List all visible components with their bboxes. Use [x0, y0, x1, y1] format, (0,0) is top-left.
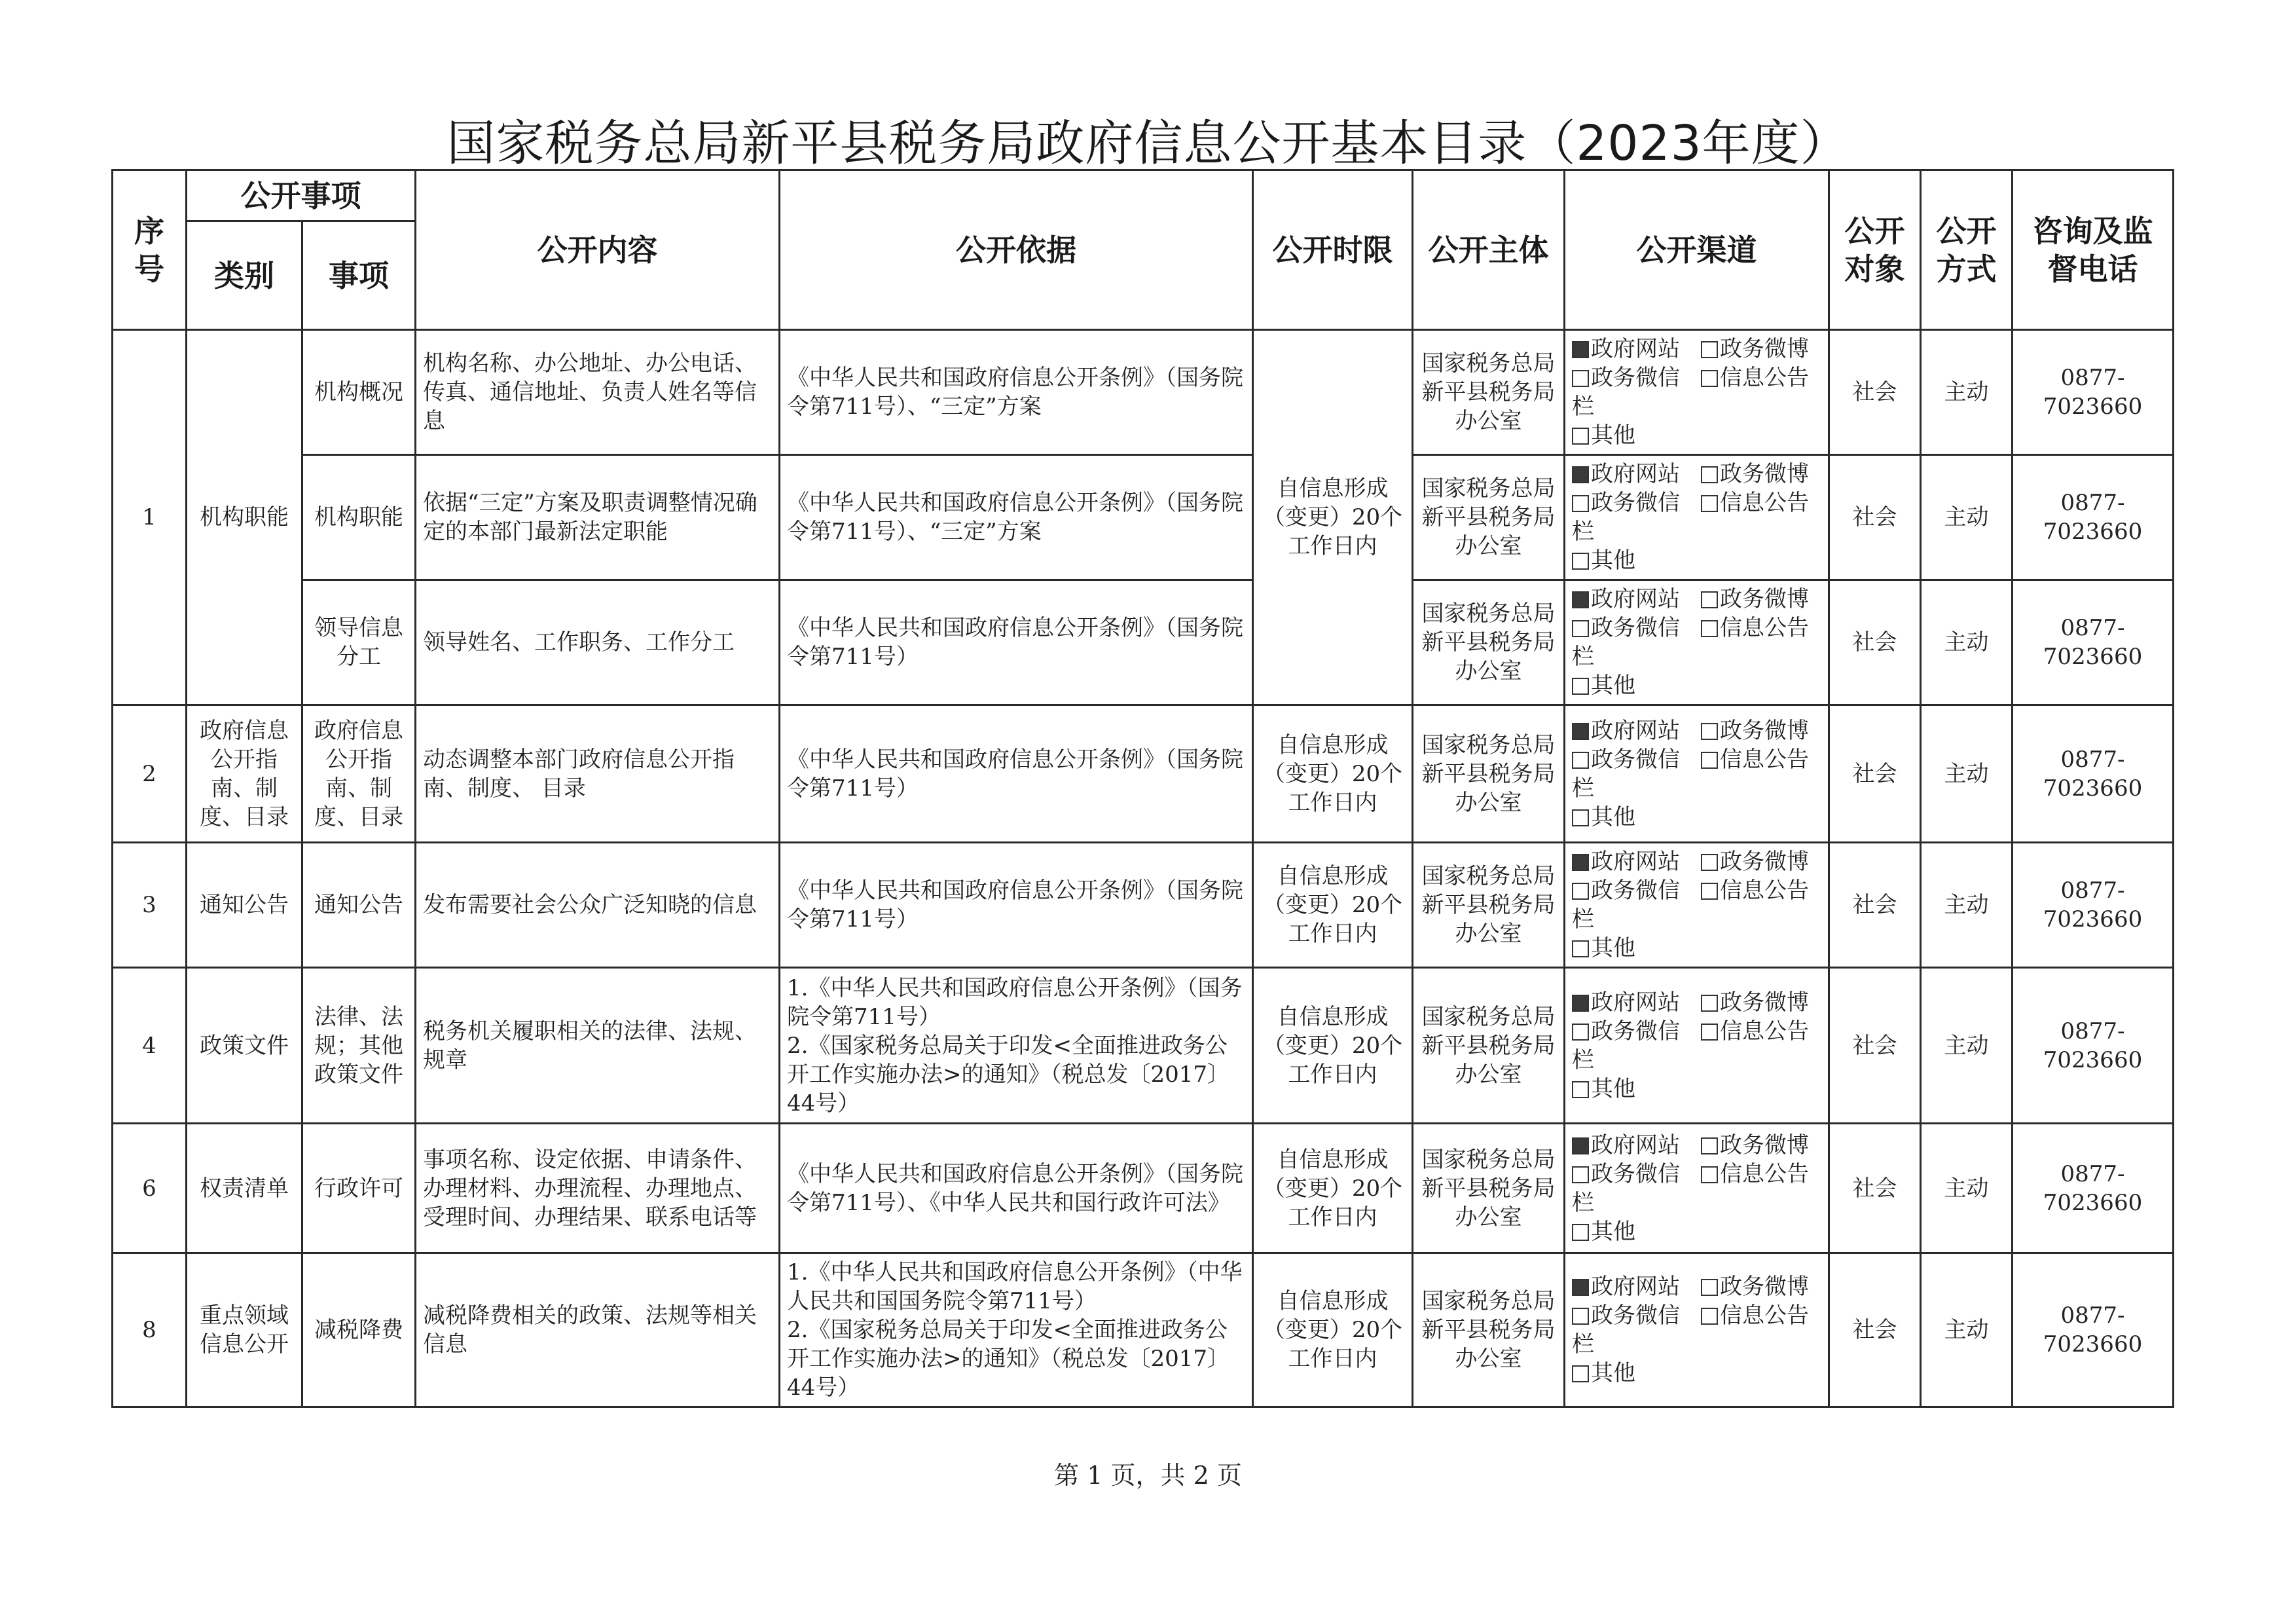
- category-cell: 政策文件: [187, 968, 302, 1124]
- target-cell: 社会: [1829, 455, 1921, 580]
- channel-line: [1572, 363, 1821, 421]
- channel-line: [1572, 335, 1821, 363]
- time-limit-cell: 自信息形成（变更）20个工作日内: [1253, 968, 1413, 1124]
- channel-option: [1701, 718, 1809, 744]
- table-row: [113, 455, 2174, 580]
- channel-option: [1572, 490, 1680, 516]
- channel-option-label: 政府网站: [1591, 849, 1680, 875]
- channel-option-label: 政务微信: [1591, 746, 1680, 773]
- table-row: [113, 330, 2174, 455]
- content-cell: 依据“三定”方案及职责调整情况确定的本部门最新法定职能: [416, 455, 780, 580]
- checked-checkbox-icon: [1572, 723, 1589, 740]
- channel-option: [1701, 586, 1809, 612]
- channel-option: [1572, 849, 1680, 875]
- checked-checkbox-icon: [1572, 591, 1589, 608]
- channel-option-label: 其他: [1591, 803, 1635, 830]
- basis-cell: 《中华人民共和国政府信息公开条例》（国务院令第711号）、“三定”方案: [780, 330, 1253, 455]
- channel-option: [1572, 1274, 1680, 1300]
- channel-line: [1572, 716, 1821, 745]
- header-seq: 序号: [113, 170, 187, 330]
- target-cell: 社会: [1829, 843, 1921, 968]
- header-channel: 公开渠道: [1565, 170, 1829, 330]
- subject-cell: 国家税务总局新平县税务局办公室: [1413, 455, 1565, 580]
- channel-option-label: 信息公告栏: [1572, 1160, 1809, 1216]
- channel-option-label: 政务微信: [1591, 615, 1680, 641]
- channel-option-label: 政府网站: [1591, 717, 1680, 744]
- channel-option-label: 政府网站: [1591, 989, 1680, 1016]
- subject-cell: 国家税务总局新平县税务局办公室: [1413, 843, 1565, 968]
- item-cell: 法律、法规；其他政策文件: [302, 968, 416, 1124]
- category-cell: 通知公告: [187, 843, 302, 968]
- channel-line: [1572, 803, 1821, 832]
- basis-cell: 《中华人民共和国政府信息公开条例》（国务院令第711号）: [780, 705, 1253, 843]
- target-cell: 社会: [1829, 968, 1921, 1124]
- channel-line: [1572, 1160, 1821, 1217]
- channel-option-label: 政务微信: [1591, 1302, 1680, 1329]
- channel-option: [1572, 747, 1680, 773]
- channel-cell: [1565, 580, 1829, 705]
- channel-cell: [1565, 1124, 1829, 1253]
- table-row: [113, 968, 2174, 1124]
- table-row: [113, 580, 2174, 705]
- channel-option: [1572, 1360, 1635, 1386]
- channel-line: [1572, 847, 1821, 876]
- channel-option: [1572, 718, 1680, 744]
- method-cell: 主动: [1921, 455, 2013, 580]
- channel-option-label: 政务微博: [1720, 586, 1809, 612]
- directory-table: [111, 169, 2174, 1408]
- channel-option: [1572, 422, 1635, 449]
- channel-option-label: 政务微信: [1591, 490, 1680, 516]
- channel-line: [1572, 1301, 1821, 1359]
- channel-option: [1701, 1274, 1809, 1300]
- table-row: [113, 1253, 2174, 1407]
- item-cell: 行政许可: [302, 1124, 416, 1253]
- time-limit-cell: 自信息形成（变更）20个工作日内: [1253, 330, 1413, 705]
- unchecked-checkbox-icon: [1701, 723, 1718, 740]
- subject-cell: 国家税务总局新平县税务局办公室: [1413, 705, 1565, 843]
- channel-option-label: 政务微博: [1720, 989, 1809, 1016]
- channel-option-label: 政务微博: [1720, 1274, 1809, 1300]
- time-limit-cell: 自信息形成（变更）20个工作日内: [1253, 1124, 1413, 1253]
- channel-line: [1572, 421, 1821, 450]
- channel-line: [1572, 934, 1821, 963]
- unchecked-checkbox-icon: [1572, 1166, 1589, 1183]
- checked-checkbox-icon: [1572, 1279, 1589, 1296]
- table-body: [113, 330, 2174, 1407]
- channel-option: [1701, 336, 1809, 362]
- checked-checkbox-icon: [1572, 1137, 1589, 1154]
- channel-line: [1572, 876, 1821, 934]
- header-target: 公开对象: [1829, 170, 1921, 330]
- unchecked-checkbox-icon: [1572, 370, 1589, 387]
- unchecked-checkbox-icon: [1572, 940, 1589, 957]
- unchecked-checkbox-icon: [1701, 1166, 1718, 1183]
- basis-cell: 《中华人民共和国政府信息公开条例》（国务院令第711号）、“三定”方案: [780, 455, 1253, 580]
- channel-option: [1572, 547, 1635, 574]
- channel-option: [1572, 1161, 1680, 1187]
- checked-checkbox-icon: [1572, 995, 1589, 1012]
- basis-cell: 《中华人民共和国政府信息公开条例》（国务院令第711号）: [780, 580, 1253, 705]
- table-row: [113, 705, 2174, 843]
- target-cell: 社会: [1829, 705, 1921, 843]
- unchecked-checkbox-icon: [1572, 1365, 1589, 1382]
- channel-line: [1572, 585, 1821, 614]
- method-cell: 主动: [1921, 843, 2013, 968]
- unchecked-checkbox-icon: [1701, 466, 1718, 483]
- channel-option-label: 其他: [1591, 1360, 1635, 1386]
- channel-line: [1572, 546, 1821, 575]
- content-cell: 税务机关履职相关的法律、法规、规章: [416, 968, 780, 1124]
- channel-line: [1572, 460, 1821, 489]
- unchecked-checkbox-icon: [1572, 1224, 1589, 1241]
- method-cell: 主动: [1921, 580, 2013, 705]
- channel-option: [1572, 673, 1635, 699]
- content-cell: 机构名称、办公地址、办公电话、传真、通信地址、负责人姓名等信息: [416, 330, 780, 455]
- phone-cell: 0877-7023660: [2013, 1253, 2174, 1407]
- basis-cell: 1.《中华人民共和国政府信息公开条例》（中华人民共和国国务院令第711号） 2.《国家税务总局关于印发<全面推进政务公开工作实施办法>的通知》（税总发〔2017〕44号）: [780, 1253, 1253, 1407]
- phone-cell: 0877-7023660: [2013, 580, 2174, 705]
- item-cell: 机构概况: [302, 330, 416, 455]
- channel-cell: [1565, 330, 1829, 455]
- phone-cell: 0877-7023660: [2013, 705, 2174, 843]
- channel-option: [1572, 365, 1680, 391]
- channel-option-label: 其他: [1591, 422, 1635, 449]
- channel-cell: [1565, 968, 1829, 1124]
- channel-cell: [1565, 455, 1829, 580]
- target-cell: 社会: [1829, 580, 1921, 705]
- basis-cell: 1.《中华人民共和国政府信息公开条例》（国务院令第711号） 2.《国家税务总局关于印发<全面推进政务公开工作实施办法>的通知》（税总发〔2017〕 44号）: [780, 968, 1253, 1124]
- channel-option-label: 信息公告栏: [1572, 877, 1809, 932]
- seq-cell: 2: [113, 705, 187, 843]
- content-cell: 发布需要社会公众广泛知晓的信息: [416, 843, 780, 968]
- channel-option: [1701, 461, 1809, 487]
- unchecked-checkbox-icon: [1701, 591, 1718, 608]
- unchecked-checkbox-icon: [1572, 495, 1589, 512]
- unchecked-checkbox-icon: [1572, 620, 1589, 637]
- channel-line: [1572, 1017, 1821, 1075]
- unchecked-checkbox-icon: [1572, 1308, 1589, 1325]
- time-limit-cell: 自信息形成（变更）20个工作日内: [1253, 705, 1413, 843]
- unchecked-checkbox-icon: [1572, 1024, 1589, 1041]
- content-cell: 动态调整本部门政府信息公开指南、制度、 目录: [416, 705, 780, 843]
- unchecked-checkbox-icon: [1572, 553, 1589, 570]
- header-content: 公开内容: [416, 170, 780, 330]
- unchecked-checkbox-icon: [1572, 428, 1589, 445]
- phone-cell: 0877-7023660: [2013, 968, 2174, 1124]
- phone-cell: 0877-7023660: [2013, 330, 2174, 455]
- header-matter-group: 公开事项: [187, 170, 416, 221]
- channel-cell: [1565, 843, 1829, 968]
- channel-option: [1572, 935, 1635, 961]
- subject-cell: 国家税务总局新平县税务局办公室: [1413, 330, 1565, 455]
- category-cell: 政府信息公开指南、制度、目录: [187, 705, 302, 843]
- channel-option: [1572, 1018, 1680, 1044]
- channel-option: [1701, 989, 1809, 1016]
- channel-option-label: 信息公告栏: [1572, 746, 1809, 802]
- unchecked-checkbox-icon: [1701, 1308, 1718, 1325]
- category-cell: 权责清单: [187, 1124, 302, 1253]
- channel-option: [1572, 586, 1680, 612]
- item-cell: 机构职能: [302, 455, 416, 580]
- channel-option-label: 政务微博: [1720, 336, 1809, 362]
- page-footer: 第 1 页，共 2 页: [1054, 1461, 1242, 1490]
- subject-cell: 国家税务总局新平县税务局办公室: [1413, 580, 1565, 705]
- unchecked-checkbox-icon: [1701, 1279, 1718, 1296]
- channel-option-label: 政府网站: [1591, 336, 1680, 362]
- channel-line: [1572, 614, 1821, 671]
- checked-checkbox-icon: [1572, 466, 1589, 483]
- header-category: 类别: [187, 221, 302, 330]
- channel-option-label: 信息公告栏: [1572, 365, 1809, 420]
- header-subject: 公开主体: [1413, 170, 1565, 330]
- channel-option: [1572, 1132, 1680, 1158]
- table-row: [113, 1124, 2174, 1253]
- item-cell: 领导信息分工: [302, 580, 416, 705]
- subject-cell: 国家税务总局新平县税务局办公室: [1413, 1124, 1565, 1253]
- channel-option-label: 其他: [1591, 935, 1635, 961]
- method-cell: 主动: [1921, 330, 2013, 455]
- subject-cell: 国家税务总局新平县税务局办公室: [1413, 1253, 1565, 1407]
- channel-option-label: 政务微信: [1591, 1018, 1680, 1044]
- channel-cell: [1565, 1253, 1829, 1407]
- channel-option-label: 政务微博: [1720, 717, 1809, 744]
- item-cell: 政府信息公开指南、制度、目录: [302, 705, 416, 843]
- unchecked-checkbox-icon: [1572, 809, 1589, 826]
- channel-option-label: 信息公告栏: [1572, 1018, 1809, 1073]
- seq-cell: 8: [113, 1253, 187, 1407]
- target-cell: 社会: [1829, 1253, 1921, 1407]
- channel-option-label: 信息公告栏: [1572, 1302, 1809, 1357]
- method-cell: 主动: [1921, 968, 2013, 1124]
- unchecked-checkbox-icon: [1572, 1081, 1589, 1098]
- seq-cell: 1: [113, 330, 187, 705]
- seq-cell: 6: [113, 1124, 187, 1253]
- content-cell: 事项名称、设定依据、申请条件、办理材料、办理流程、办理地点、受理时间、办理结果、联系电话等: [416, 1124, 780, 1253]
- target-cell: 社会: [1829, 1124, 1921, 1253]
- header-basis: 公开依据: [780, 170, 1253, 330]
- method-cell: 主动: [1921, 1124, 2013, 1253]
- channel-option: [1572, 336, 1680, 362]
- item-cell: 减税降费: [302, 1253, 416, 1407]
- unchecked-checkbox-icon: [1701, 854, 1718, 871]
- channel-line: [1572, 745, 1821, 803]
- unchecked-checkbox-icon: [1701, 1137, 1718, 1154]
- channel-option-label: 信息公告栏: [1572, 490, 1809, 545]
- time-limit-cell: 自信息形成（变更）20个工作日内: [1253, 1253, 1413, 1407]
- channel-option: [1701, 849, 1809, 875]
- channel-option-label: 其他: [1591, 1075, 1635, 1102]
- content-cell: 减税降费相关的政策、法规等相关信息: [416, 1253, 780, 1407]
- channel-line: [1572, 671, 1821, 700]
- channel-option-label: 政务微博: [1720, 461, 1809, 487]
- unchecked-checkbox-icon: [1701, 341, 1718, 358]
- channel-option: [1572, 1219, 1635, 1245]
- subject-cell: 国家税务总局新平县税务局办公室: [1413, 968, 1565, 1124]
- channel-line: [1572, 1217, 1821, 1246]
- method-cell: 主动: [1921, 705, 2013, 843]
- table-row: [113, 843, 2174, 968]
- page-title: 国家税务总局新平县税务局政府信息公开基本目录（2023年度）: [446, 115, 1850, 172]
- channel-option: [1572, 461, 1680, 487]
- channel-option-label: 政务微信: [1591, 1160, 1680, 1187]
- phone-cell: 0877-7023660: [2013, 843, 2174, 968]
- channel-option: [1572, 1302, 1680, 1329]
- unchecked-checkbox-icon: [1701, 995, 1718, 1012]
- header-phone: 咨询及监督电话: [2013, 170, 2174, 330]
- unchecked-checkbox-icon: [1572, 678, 1589, 695]
- header-item: 事项: [302, 221, 416, 330]
- channel-option-label: 其他: [1591, 547, 1635, 574]
- channel-option-label: 其他: [1591, 1218, 1635, 1245]
- unchecked-checkbox-icon: [1701, 370, 1718, 387]
- channel-line: [1572, 1359, 1821, 1388]
- checked-checkbox-icon: [1572, 854, 1589, 871]
- channel-option-label: 政务微博: [1720, 849, 1809, 875]
- basis-cell: 《中华人民共和国政府信息公开条例》（国务院令第711号）: [780, 843, 1253, 968]
- target-cell: 社会: [1829, 330, 1921, 455]
- channel-option: [1701, 1132, 1809, 1158]
- channel-option: [1572, 615, 1680, 641]
- unchecked-checkbox-icon: [1572, 752, 1589, 769]
- channel-option: [1572, 989, 1680, 1016]
- channel-option-label: 信息公告栏: [1572, 615, 1809, 670]
- unchecked-checkbox-icon: [1701, 752, 1718, 769]
- channel-option-label: 政务微信: [1591, 365, 1680, 391]
- unchecked-checkbox-icon: [1572, 883, 1589, 900]
- channel-option-label: 政府网站: [1591, 1274, 1680, 1300]
- unchecked-checkbox-icon: [1701, 883, 1718, 900]
- header-method: 公开方式: [1921, 170, 2013, 330]
- channel-option: [1572, 877, 1680, 904]
- method-cell: 主动: [1921, 1253, 2013, 1407]
- checked-checkbox-icon: [1572, 341, 1589, 358]
- channel-option: [1572, 1076, 1635, 1102]
- channel-cell: [1565, 705, 1829, 843]
- channel-option: [1572, 804, 1635, 830]
- channel-option-label: 政府网站: [1591, 1132, 1680, 1158]
- seq-cell: 4: [113, 968, 187, 1124]
- seq-cell: 3: [113, 843, 187, 968]
- phone-cell: 0877-7023660: [2013, 1124, 2174, 1253]
- channel-option-label: 政务微信: [1591, 877, 1680, 904]
- channel-line: [1572, 988, 1821, 1017]
- channel-line: [1572, 1131, 1821, 1160]
- channel-line: [1572, 1075, 1821, 1103]
- channel-option-label: 政务微博: [1720, 1132, 1809, 1158]
- item-cell: 通知公告: [302, 843, 416, 968]
- channel-option-label: 政府网站: [1591, 586, 1680, 612]
- header-time-limit: 公开时限: [1253, 170, 1413, 330]
- content-cell: 领导姓名、工作职务、工作分工: [416, 580, 780, 705]
- unchecked-checkbox-icon: [1701, 620, 1718, 637]
- channel-option-label: 其他: [1591, 673, 1635, 699]
- phone-cell: 0877-7023660: [2013, 455, 2174, 580]
- category-cell: 机构职能: [187, 330, 302, 705]
- channel-line: [1572, 489, 1821, 546]
- basis-cell: 《中华人民共和国政府信息公开条例》（国务院令第711号）、《中华人民共和国行政许可法》: [780, 1124, 1253, 1253]
- time-limit-cell: 自信息形成（变更）20个工作日内: [1253, 843, 1413, 968]
- unchecked-checkbox-icon: [1701, 1024, 1718, 1041]
- channel-option-label: 政府网站: [1591, 461, 1680, 487]
- category-cell: 重点领域信息公开: [187, 1253, 302, 1407]
- channel-line: [1572, 1272, 1821, 1301]
- unchecked-checkbox-icon: [1701, 495, 1718, 512]
